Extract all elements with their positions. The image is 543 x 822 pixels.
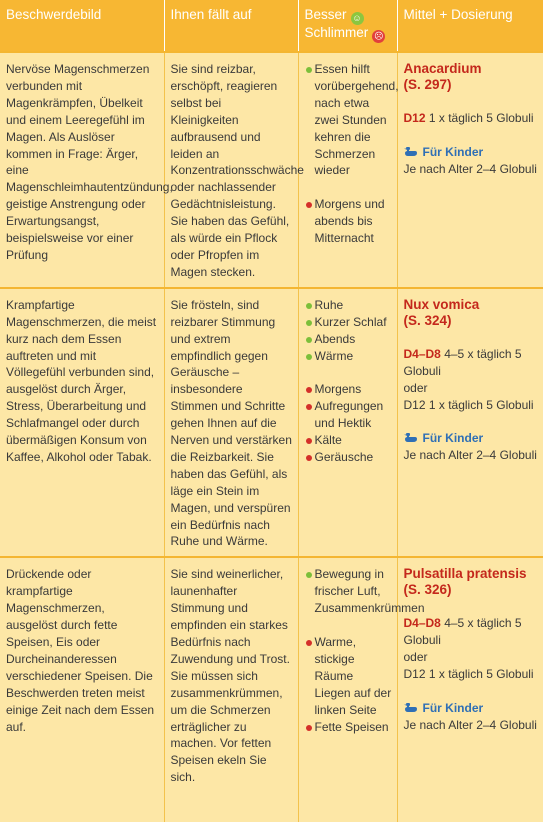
header-better-worse	[298, 0, 397, 52]
worse-item: Kälte	[305, 432, 392, 449]
modalities-cell	[298, 288, 397, 558]
better-list	[305, 61, 399, 179]
dosage-text: 4–5 x täglich 5 Globuli	[403, 346, 522, 378]
frown-red-icon: ☹	[374, 31, 384, 41]
remedy-cell	[397, 288, 543, 558]
dosage	[404, 110, 539, 127]
notice-cell: Sie frösteln, sind reizbarer Stimmung und extrem empfindlich gegen Geräusche – insbesondere Stimmen und Schritte gehen Ihnen auf die Nerven und verstärken die Reizbarkeit. Sie haben das Gefühl, als läge ein Stein im Magen, und verspüren ein Bedürfnis nach Ruhe und Wärme.	[164, 288, 298, 558]
header-notice: Ihnen fällt auf	[164, 0, 298, 52]
worse-list	[305, 634, 392, 735]
dosage-potency: D12	[403, 667, 426, 682]
dosage	[404, 346, 539, 380]
dosage-text: 1 x täglich 5 Globuli	[428, 111, 534, 125]
worse-list	[305, 196, 392, 247]
kids-label-row	[404, 144, 539, 161]
kids-dosage: Je nach Alter 2–4 Globuli	[403, 448, 537, 463]
dosage-text: 1 x täglich 5 Globuli	[428, 397, 534, 412]
remedy-cell	[397, 52, 543, 288]
smiley-green-icon: ☺	[352, 13, 362, 23]
dosage-potency: D4–D8	[403, 616, 441, 631]
modalities-cell	[298, 52, 397, 288]
header-worse: Schlimmer	[304, 25, 369, 40]
table-row	[0, 288, 543, 558]
worse-item: Geräusche	[305, 449, 392, 466]
dosage-potency: D4–D8	[403, 346, 441, 361]
complaint-cell: Nervöse Magenschmerzen verbunden mit Magenkrämpfen, Übelkeit und einem Leeregefühl im Magen. Als Auslöser kommen in Frage: Ärger, eine Magenschleimhautentzündung, geistige Anstrengung oder Erwartungsangst, beispielsweise vor einer Prüfung	[0, 52, 164, 288]
table-row	[0, 52, 543, 288]
dosage-text: 4–5 x täglich 5 Globuli	[403, 616, 522, 648]
worse-item: Fette Speisen	[305, 719, 392, 736]
header-remedy: Mittel + Dosierung	[397, 0, 543, 52]
worse-item: Morgens	[305, 381, 392, 398]
remedy-name: Pulsatilla pratensis	[403, 566, 527, 582]
kids-dosage: Je nach Alter 2–4 Globuli	[403, 161, 537, 176]
dosage	[404, 666, 539, 683]
remedy-cell	[397, 557, 543, 822]
header-row	[0, 0, 543, 52]
dosage-potency: D12	[403, 111, 426, 125]
remedy-page: (S. 324)	[403, 312, 452, 328]
worse-item: Morgens und abends bis Mitternacht	[305, 196, 392, 247]
duck-icon	[404, 703, 418, 713]
kids-label: Für Kinder	[422, 701, 484, 715]
worse-item: Aufregungen und Hektik	[305, 398, 392, 432]
dosage	[404, 615, 539, 649]
dosage-text: 1 x täglich 5 Globuli	[428, 667, 534, 682]
table-row	[0, 557, 543, 822]
dosage-or: oder	[403, 380, 428, 395]
better-item: Essen hilft vorübergehend, nach etwa zwei Stunden kehren die Schmerzen wieder	[305, 61, 392, 179]
kids-label-row	[404, 430, 539, 447]
kids-label: Für Kinder	[422, 144, 484, 159]
notice-cell: Sie sind weinerlicher, launenhafter Stimmung und empfinden ein starkes Bedürfnis nach Zuwendung und Trost. Sie müssen sich zusammenkrümmen, um die Schmerzen erträglicher zu machen. Vor fetten Speisen ekeln Sie sich.	[164, 557, 298, 822]
better-item: Ruhe	[305, 297, 392, 314]
duck-icon	[404, 433, 418, 443]
remedy-name: Nux vomica	[403, 296, 480, 312]
better-item: Bewegung in frischer Luft, Zusammenkrümmen	[305, 566, 392, 617]
dosage	[404, 397, 539, 414]
duck-icon	[404, 147, 418, 157]
complaint-cell: Krampfartige Magenschmerzen, die meist kurz nach dem Essen auftreten und mit Völlegefühl verbunden sind, ausgelöst durch Ärger, Stress, Überarbeitung und Schlafmangel oder durch übermäßigen Konsum von Kaffee, Alkohol oder Tabak.	[0, 288, 164, 558]
remedy-name: Anacardium	[403, 61, 482, 76]
kids-dosage: Je nach Alter 2–4 Globuli	[403, 717, 537, 732]
header-complaint: Beschwerdebild	[0, 0, 164, 52]
remedy-page: (S. 297)	[403, 77, 452, 92]
worse-item: Warme, stickige Räume Liegen auf der linken Seite	[305, 634, 392, 719]
better-item: Wärme	[305, 348, 392, 365]
better-item: Kurzer Schlaf	[305, 314, 392, 331]
kids-label: Für Kinder	[422, 431, 484, 446]
notice-cell: Sie sind reizbar, erschöpft, reagieren selbst bei Kleinigkeiten aufbrausend und leiden an Konzentrationsschwäche oder nachlassender Gedächtnisleistung. Sie haben das Gefühl, als würde ein Pflock oder Pfropfen im Magen stecken.	[164, 52, 298, 288]
kids-label-row	[404, 700, 539, 717]
dosage-potency: D12	[403, 397, 426, 412]
better-list	[305, 297, 392, 365]
worse-list	[305, 381, 392, 466]
header-better: Besser	[304, 7, 347, 22]
better-list	[305, 566, 425, 617]
dosage-or: oder	[403, 650, 428, 665]
better-item: Abends	[305, 331, 392, 348]
complaint-cell: Drückende oder krampfartige Magenschmerzen, ausgelöst durch fette Speisen, Eis oder Durcheinanderessen verschiedener Speisen. Die Beschwerden treten meist einige Zeit nach dem Essen auf.	[0, 557, 164, 822]
remedy-page: (S. 326)	[403, 582, 452, 598]
